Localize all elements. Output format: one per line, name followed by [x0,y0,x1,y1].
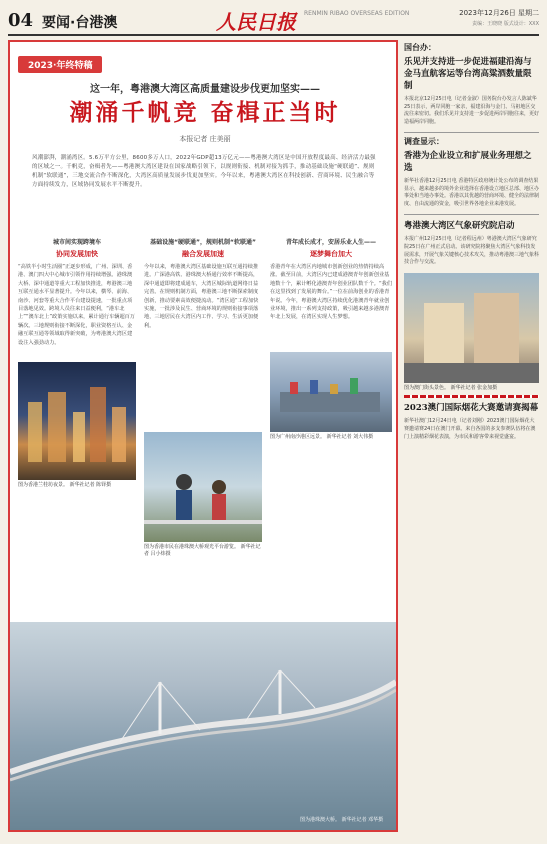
editor-credits: 责编：王晓晓 版式设计：XXX [472,21,539,27]
dateline: 2023年12月26日 星期二 [459,9,539,17]
sidebar-section-2-title: 香港为企业设立和扩展业务理想之选 [404,150,532,173]
column-2 [144,238,262,330]
column-1 [18,238,136,347]
sidebar-section-4-text: 新华社澳门12月24日电（记者刘刚）2023澳门国际烟花大赛邀请赛24日在澳门开幕。来自各国的多支参赛队伍将在澳门上演精彩烟花表演，为市民和游客带来视觉盛宴。 [404,417,536,440]
macau-street-photo [404,273,539,383]
masthead-logo: 人民日报 [216,10,296,34]
sidebar-stripe [404,395,539,398]
photo-caption-4: 图为港珠澳大桥。 新华社记者 邓华摄 [300,817,384,823]
macau-street-graphic [404,273,539,383]
sidebar-divider [404,214,539,215]
article-headline: 潮涌千帆竞 奋楫正当时 [69,99,341,126]
sidebar-section-3-title: 粤港澳大湾区气象研究院启动 [404,220,515,231]
photo-caption-1: 图为香港兰桂坊夜景。 新华社记者 陈铎摄 [18,482,112,488]
column-3-subhead: 逐梦舞台加大 [310,250,352,258]
column-2-text: 今年以来，粤港澳大湾区基础设施互联互通持续推进。广深港高铁、港珠澳大桥通行效率不断提高，深中通道即将建成通车，大湾区城际轨道网络日益完善。在规则机制方面，粤港澳三地不断探索制度创新，推动要素高效便捷流动。“湾区通”工程加快实施，一批涉及民生、营商环境的规则衔接事项落地，三地居民在大湾区内工作、学习、生活更加便利。 [144,264,259,329]
article-kicker: 这一年，粤港澳大湾区高质量建设步伐更加坚实—— [90,84,320,95]
column-1-text: “高铁半小时生活圈”正逐步形成，广州、深圳、香港、澳门四大中心城市引领作用持续增强。港珠澳大桥、深中通道等重大工程加快推进，粤港澳三地互联互通水平显著提升。今年以来，横琴、前海、南沙、河套等重大合作平台建设提速，一批重点项目落地见效。跨境人员往来日益便利，“港车北上”“澳车北上”政策实施以来，累计通行车辆超百万辆次。三地规则衔接不断深化，职业资格互认、金融互联互通等领域取得新突破，为粤港澳大湾区建设注入强劲动力。 [18,264,136,346]
city-night-graphic [18,362,136,480]
column-1-subhead: 协同发展加快 [56,250,98,258]
column-2-label: 基础设施“硬联通”，规则机制“软联通” [150,239,256,246]
sidebar-section-1-title: 乐见并支持进一步促进福建沿海与金马直航客运等台湾高粱酒数量限制 [404,56,532,91]
column-3 [270,238,392,322]
sidebar-section-3-text: 本报广州12月25日电（记者程远州）粤港澳大湾区气象研究院25日在广州正式启动。该研究院将聚焦大湾区气象科技发展需求，开展气象关键核心技术攻关，推动粤港澳三地气象科技合作与交流。 [404,235,540,266]
photo-caption-3: 图为香港市民在港珠澳大桥观光平台游览。 新华社记者 吕小炜摄 [144,544,261,557]
bridge-photo [10,622,396,830]
port-photo [270,352,392,432]
page-header [8,2,539,42]
column-2-subhead: 融合发展加速 [182,250,224,258]
column-3-label: 青年成长成才，安居乐业人生—— [285,239,376,246]
viewing-platform-graphic [144,432,262,542]
article-byline: 本报记者 庄美丽 [179,135,231,143]
bridge-graphic [10,622,396,830]
section-title: 要闻·台港澳 [42,15,118,31]
sidebar-section-2-text: 新华社香港12月25日电 香港特区政府统计处公布的调查结果显示，越来越多的境外企业选择在香港设立地区总部、地区办事处和当地办事处。香港以其优越的营商环境、健全的法律制度、自由流通的资金，吸引世界各地企业来港发展。 [404,177,540,208]
feature-badge: 2023·年终特稿 [18,56,102,73]
masthead-subtitle: RENMIN RIBAO OVERSEAS EDITION [304,10,410,17]
port-graphic [270,352,392,432]
sidebar-section-1-text: 本报北京12月25日电（记者金淑）国务院台办发言人陈斌华25日表示，两岸同胞一家亲，福建沿海与金门、马祖地区交流往来密切。我们乐见并支持进一步促进两岸同胞往来，更好造福两岸同胞。 [404,95,540,126]
city-night-photo [18,362,136,480]
header-rule [8,34,539,36]
sidebar-divider [404,132,539,133]
sidebar-section-4-title: 2023澳门国际烟花大赛邀请赛揭幕 [404,402,539,413]
photo-caption-2: 图为广州南沙港区远景。 新华社记者 刘大伟摄 [270,434,374,440]
sidebar-photo-caption: 图为澳门街头景色。 新华社记者 张金加摄 [404,385,498,392]
sidebar-section-1-label: 国台办： [404,43,436,52]
column-1-label: 城市间实现跨境车 [52,239,101,246]
viewing-platform-photo [144,432,262,542]
feature-article [8,40,398,832]
page-number: 04 [8,10,34,31]
column-3-text: 香港青年在大湾区内地城市创新创业的热情持续高涨。截至目前，大湾区内已建成港澳青年创新创业基地数十个，累计孵化港澳青年创业团队数千个。“我们在这里找到了发展的舞台。”一位在前海创业的香港青年说。今年，粤港澳大湾区持续优化港澳青年就业创业环境，推出一系列支持政策，吸引越来越多港澳青年北上发展，在湾区实现人生梦想。 [270,264,392,321]
article-intro: 风潮澎湃，潮涌湾区。5.6万平方公里，8600多万人口，2022年GDP超13万亿元——粤港澳大湾区是中国开放程度最高、经济活力最强的区域之一。千帆竞，奋楫者先——粤港澳大湾区建设在国家战略引领下，以规则衔接、机制对接为抓手，推动基础设施“硬联通”、规则机制“软联通”，三地交流合作不断深化，大湾区高质量发展步伐更加坚实。今年以来，粤港澳大湾区在科技创新、营商环境、民生融合等方面持续发力，区域协同发展水平不断提升。 [32,155,376,188]
sidebar-column [404,40,539,441]
sidebar-section-2-label: 调查显示： [404,136,444,146]
